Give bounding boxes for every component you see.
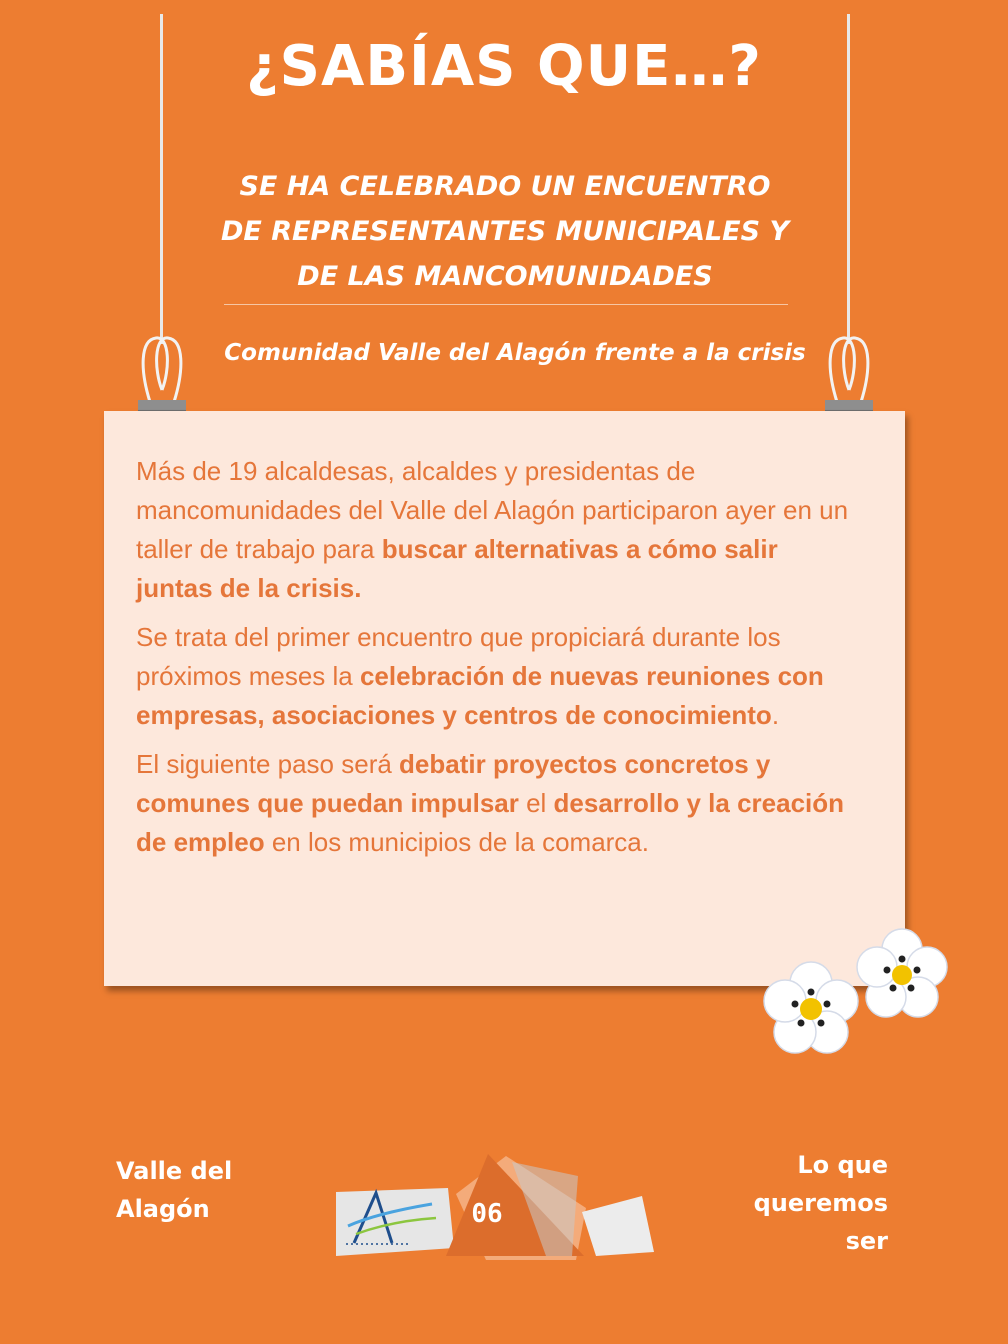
card-text-run: . [771, 700, 780, 730]
card-text-bold: buscar alternativas a cómo salir juntas de la crisis. [136, 534, 778, 603]
page-number: 06 [471, 1199, 503, 1229]
subtitle-line: DE LAS MANCOMUNIDADES [297, 261, 713, 292]
footer-brand-line: Valle del [116, 1157, 233, 1185]
note-card-text [136, 452, 856, 872]
tagline: Comunidad Valle del Alagón frente a la crisis [224, 340, 806, 366]
white-flowers-icon [758, 925, 963, 1065]
footer-slogan-line: ser [845, 1227, 888, 1255]
card-text-bold: debatir proyectos concretos y comunes que puedan impulsar [136, 749, 771, 818]
card-text-run: Se trata del primer encuentro que propiciará durante los próximos meses la [136, 622, 781, 691]
footer-slogan-line: Lo que [797, 1151, 888, 1179]
footer-brand-line: Alagón [116, 1195, 210, 1223]
card-text-run: El siguiente paso será [136, 749, 400, 779]
divider [224, 304, 788, 305]
footer-slogan [720, 1146, 888, 1260]
footer-brand [116, 1152, 232, 1228]
subtitle-line: DE REPRESENTANTES MUNICIPALES Y [220, 216, 790, 247]
card-text-run: Más de 19 alcaldesas, alcaldes y presidentas de mancomunidades del Valle del Alagón participaron ayer en un taller de trabajo para [136, 456, 849, 564]
card-text-bold: celebración de nuevas reuniones con empresas, asociaciones y centros de conocimiento [136, 661, 824, 730]
card-paragraph [136, 618, 856, 735]
card-text-bold: desarrollo y la creación de empleo [136, 788, 845, 857]
card-paragraph [136, 452, 856, 608]
subtitle [200, 164, 810, 299]
subtitle-line: SE HA CELEBRADO UN ENCUENTRO [239, 171, 771, 202]
page-title: ¿SABÍAS QUE…? [246, 34, 762, 99]
footer-slogan-line: queremos [753, 1189, 888, 1217]
card-text-run: en los municipios de la comarca. [264, 827, 649, 857]
card-paragraph [136, 745, 856, 862]
card-text-run: el [518, 788, 554, 818]
